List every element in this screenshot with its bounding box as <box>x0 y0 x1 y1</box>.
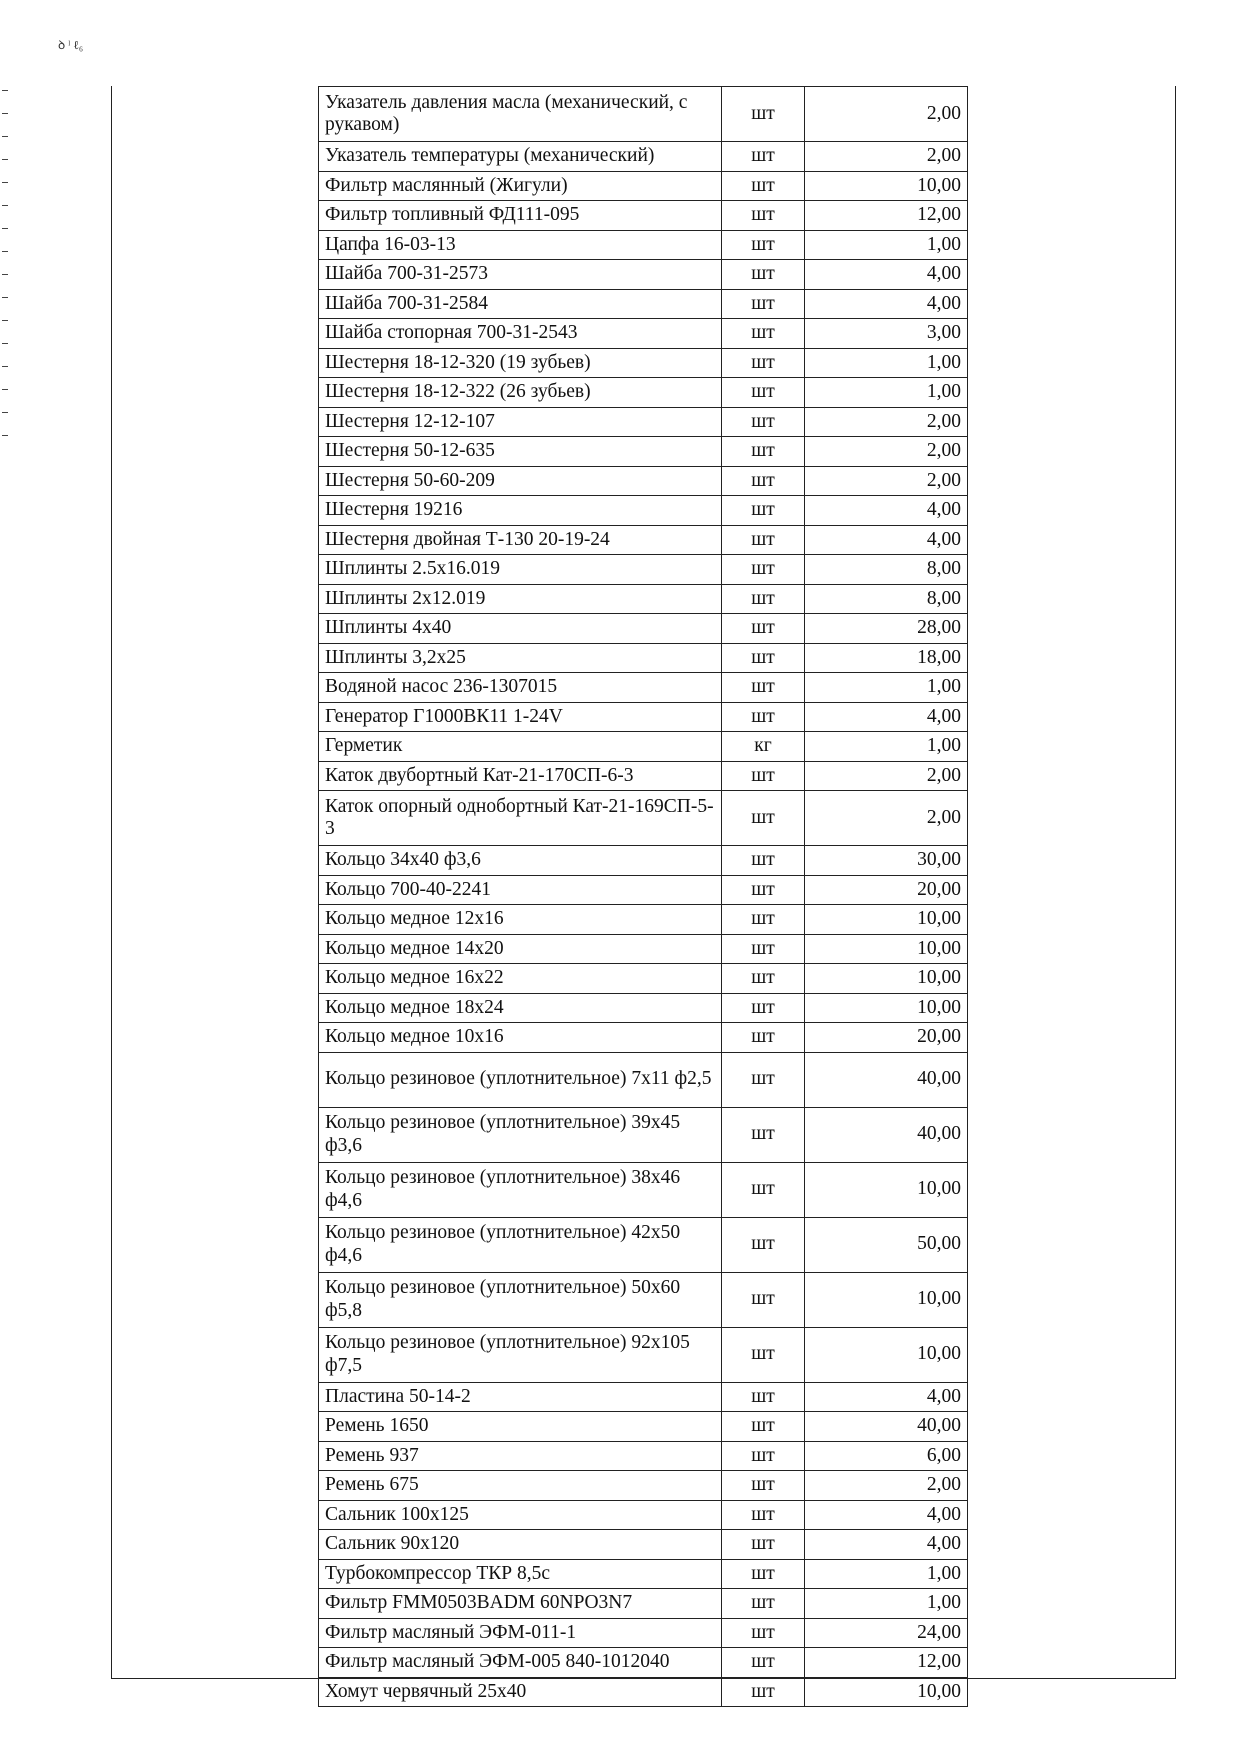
unit-cell: шт <box>722 584 805 614</box>
unit-cell: шт <box>722 964 805 994</box>
unit-cell: шт <box>722 1217 805 1272</box>
table-row <box>319 614 968 644</box>
table-row <box>319 1327 968 1382</box>
item-name-cell: Цапфа 16-03-13 <box>319 230 722 260</box>
quantity-cell: 40,00 <box>805 1052 968 1107</box>
unit-cell: шт <box>722 702 805 732</box>
quantity-cell: 1,00 <box>805 1589 968 1619</box>
table-row <box>319 1382 968 1412</box>
unit-cell: шт <box>722 614 805 644</box>
unit-cell: шт <box>722 171 805 201</box>
unit-cell: шт <box>722 1471 805 1501</box>
table-row <box>319 964 968 994</box>
quantity-cell: 1,00 <box>805 673 968 703</box>
item-name-cell: Шестерня 18-12-322 (26 зубьев) <box>319 378 722 408</box>
item-name-cell: Шестерня 12-12-107 <box>319 407 722 437</box>
table-row <box>319 496 968 526</box>
item-name-cell: Кольцо медное 16х22 <box>319 964 722 994</box>
unit-cell: шт <box>722 260 805 290</box>
quantity-cell: 10,00 <box>805 964 968 994</box>
quantity-cell: 24,00 <box>805 1618 968 1648</box>
quantity-cell: 10,00 <box>805 171 968 201</box>
table-row <box>319 171 968 201</box>
item-name-cell: Фильтр FMM0503BADM 60NPO3N7 <box>319 1589 722 1619</box>
quantity-cell: 2,00 <box>805 142 968 172</box>
table-row <box>319 1272 968 1327</box>
unit-cell: шт <box>722 1500 805 1530</box>
table-row <box>319 142 968 172</box>
table-row <box>319 1648 968 1678</box>
quantity-cell: 2,00 <box>805 1471 968 1501</box>
quantity-cell: 10,00 <box>805 1677 968 1707</box>
item-name-cell: Шестерня 50-12-635 <box>319 437 722 467</box>
quantity-cell: 4,00 <box>805 1382 968 1412</box>
unit-cell: шт <box>722 934 805 964</box>
table-row <box>319 1559 968 1589</box>
item-name-cell: Сальник 100х125 <box>319 1500 722 1530</box>
quantity-cell: 6,00 <box>805 1441 968 1471</box>
table-row <box>319 1618 968 1648</box>
unit-cell: шт <box>722 407 805 437</box>
quantity-cell: 28,00 <box>805 614 968 644</box>
table-row <box>319 289 968 319</box>
quantity-cell: 30,00 <box>805 846 968 876</box>
quantity-cell: 4,00 <box>805 702 968 732</box>
unit-cell: шт <box>722 496 805 526</box>
table-row <box>319 260 968 290</box>
table-row <box>319 1441 968 1471</box>
quantity-cell: 4,00 <box>805 525 968 555</box>
unit-cell: шт <box>722 1327 805 1382</box>
unit-cell: шт <box>722 87 805 142</box>
quantity-cell: 1,00 <box>805 732 968 762</box>
quantity-cell: 40,00 <box>805 1107 968 1162</box>
item-name-cell: Шайба 700-31-2573 <box>319 260 722 290</box>
table-row <box>319 875 968 905</box>
item-name-cell: Кольцо резиновое (уплотнительное) 38х46 ф4,6 <box>319 1162 722 1217</box>
page-mark: ꝺ ˡ ℓ₆ <box>58 38 84 52</box>
unit-cell: шт <box>722 437 805 467</box>
table-row <box>319 437 968 467</box>
table-row <box>319 1107 968 1162</box>
unit-cell: шт <box>722 905 805 935</box>
item-name-cell: Ремень 1650 <box>319 1412 722 1442</box>
quantity-cell: 4,00 <box>805 496 968 526</box>
unit-cell: шт <box>722 1382 805 1412</box>
quantity-cell: 4,00 <box>805 1530 968 1560</box>
table-row <box>319 1052 968 1107</box>
item-name-cell: Кольцо медное 14х20 <box>319 934 722 964</box>
quantity-cell: 3,00 <box>805 319 968 349</box>
item-name-cell: Генератор Г1000ВК11 1-24V <box>319 702 722 732</box>
quantity-cell: 1,00 <box>805 230 968 260</box>
table-row <box>319 1471 968 1501</box>
frame-left-border <box>111 86 112 1678</box>
unit-cell: шт <box>722 319 805 349</box>
unit-cell: шт <box>722 1648 805 1678</box>
table-row <box>319 555 968 585</box>
item-name-cell: Водяной насос 236-1307015 <box>319 673 722 703</box>
table-row <box>319 348 968 378</box>
table-row <box>319 732 968 762</box>
quantity-cell: 18,00 <box>805 643 968 673</box>
item-name-cell: Указатель температуры (механический) <box>319 142 722 172</box>
item-name-cell: Фильтр масляный ЭФМ-011-1 <box>319 1618 722 1648</box>
table-row <box>319 761 968 791</box>
item-name-cell: Каток двубортный Кат-21-170СП-6-3 <box>319 761 722 791</box>
quantity-cell: 40,00 <box>805 1412 968 1442</box>
unit-cell: шт <box>722 875 805 905</box>
item-name-cell: Ремень 937 <box>319 1441 722 1471</box>
frame-right-border <box>1175 86 1176 1678</box>
table-row <box>319 1217 968 1272</box>
table-row <box>319 1412 968 1442</box>
unit-cell: шт <box>722 378 805 408</box>
quantity-cell: 10,00 <box>805 1327 968 1382</box>
unit-cell: шт <box>722 1162 805 1217</box>
item-name-cell: Фильтр маслянный (Жигули) <box>319 171 722 201</box>
scan-edge-marks <box>2 90 12 490</box>
unit-cell: шт <box>722 230 805 260</box>
unit-cell: шт <box>722 142 805 172</box>
quantity-cell: 12,00 <box>805 201 968 231</box>
table-row <box>319 905 968 935</box>
table-row <box>319 584 968 614</box>
table-row <box>319 407 968 437</box>
unit-cell: шт <box>722 761 805 791</box>
quantity-cell: 8,00 <box>805 555 968 585</box>
unit-cell: шт <box>722 643 805 673</box>
table-row <box>319 466 968 496</box>
quantity-cell: 20,00 <box>805 1023 968 1053</box>
item-name-cell: Шайба 700-31-2584 <box>319 289 722 319</box>
item-name-cell: Сальник 90х120 <box>319 1530 722 1560</box>
item-name-cell: Кольцо медное 12х16 <box>319 905 722 935</box>
quantity-cell: 10,00 <box>805 905 968 935</box>
table-row <box>319 378 968 408</box>
unit-cell: шт <box>722 993 805 1023</box>
table-row <box>319 319 968 349</box>
table-row <box>319 846 968 876</box>
table-row <box>319 791 968 846</box>
quantity-cell: 8,00 <box>805 584 968 614</box>
quantity-cell: 4,00 <box>805 260 968 290</box>
quantity-cell: 10,00 <box>805 1162 968 1217</box>
quantity-cell: 1,00 <box>805 348 968 378</box>
item-name-cell: Шестерня 50-60-209 <box>319 466 722 496</box>
table-row <box>319 230 968 260</box>
item-name-cell: Кольцо резиновое (уплотнительное) 92х105 ф7,5 <box>319 1327 722 1382</box>
item-name-cell: Герметик <box>319 732 722 762</box>
quantity-cell: 2,00 <box>805 87 968 142</box>
unit-cell: кг <box>722 732 805 762</box>
quantity-cell: 2,00 <box>805 466 968 496</box>
item-name-cell: Шестерня двойная Т-130 20-19-24 <box>319 525 722 555</box>
item-name-cell: Шплинты 3,2х25 <box>319 643 722 673</box>
unit-cell: шт <box>722 846 805 876</box>
table-row <box>319 1677 968 1707</box>
table-row <box>319 1589 968 1619</box>
unit-cell: шт <box>722 1559 805 1589</box>
table-row <box>319 1500 968 1530</box>
quantity-cell: 4,00 <box>805 289 968 319</box>
table-row <box>319 525 968 555</box>
item-name-cell: Кольцо резиновое (уплотнительное) 39х45 ф3,6 <box>319 1107 722 1162</box>
item-name-cell: Шплинты 4х40 <box>319 614 722 644</box>
unit-cell: шт <box>722 1023 805 1053</box>
item-name-cell: Кольцо медное 18х24 <box>319 993 722 1023</box>
quantity-cell: 1,00 <box>805 378 968 408</box>
quantity-cell: 12,00 <box>805 1648 968 1678</box>
item-name-cell: Кольцо 34х40 ф3,6 <box>319 846 722 876</box>
table-row <box>319 1023 968 1053</box>
item-name-cell: Хомут червячный 25х40 <box>319 1677 722 1707</box>
table-row <box>319 643 968 673</box>
quantity-cell: 10,00 <box>805 1272 968 1327</box>
item-name-cell: Шплинты 2х12.019 <box>319 584 722 614</box>
item-name-cell: Ремень 675 <box>319 1471 722 1501</box>
table-row <box>319 934 968 964</box>
item-name-cell: Фильтр топливный ФД111-095 <box>319 201 722 231</box>
unit-cell: шт <box>722 1052 805 1107</box>
quantity-cell: 1,00 <box>805 1559 968 1589</box>
unit-cell: шт <box>722 1618 805 1648</box>
unit-cell: шт <box>722 1530 805 1560</box>
item-name-cell: Шплинты 2.5х16.019 <box>319 555 722 585</box>
quantity-cell: 10,00 <box>805 934 968 964</box>
item-name-cell: Пластина 50-14-2 <box>319 1382 722 1412</box>
table-row <box>319 673 968 703</box>
unit-cell: шт <box>722 1441 805 1471</box>
unit-cell: шт <box>722 1677 805 1707</box>
unit-cell: шт <box>722 201 805 231</box>
item-name-cell: Шайба стопорная 700-31-2543 <box>319 319 722 349</box>
unit-cell: шт <box>722 525 805 555</box>
unit-cell: шт <box>722 466 805 496</box>
item-name-cell: Кольцо резиновое (уплотнительное) 7х11 ф2,5 <box>319 1052 722 1107</box>
unit-cell: шт <box>722 1412 805 1442</box>
unit-cell: шт <box>722 1107 805 1162</box>
item-name-cell: Кольцо резиновое (уплотнительное) 42х50 ф4,6 <box>319 1217 722 1272</box>
table-row <box>319 87 968 142</box>
quantity-cell: 4,00 <box>805 1500 968 1530</box>
table-row <box>319 993 968 1023</box>
unit-cell: шт <box>722 1272 805 1327</box>
item-name-cell: Шестерня 19216 <box>319 496 722 526</box>
table-row <box>319 1530 968 1560</box>
unit-cell: шт <box>722 348 805 378</box>
item-name-cell: Кольцо медное 10х16 <box>319 1023 722 1053</box>
parts-table-body <box>319 87 968 1707</box>
unit-cell: шт <box>722 555 805 585</box>
quantity-cell: 2,00 <box>805 791 968 846</box>
table-row <box>319 702 968 732</box>
item-name-cell: Шестерня 18-12-320 (19 зубьев) <box>319 348 722 378</box>
quantity-cell: 2,00 <box>805 437 968 467</box>
item-name-cell: Каток опорный однобортный Кат-21-169СП-5-3 <box>319 791 722 846</box>
quantity-cell: 20,00 <box>805 875 968 905</box>
unit-cell: шт <box>722 673 805 703</box>
quantity-cell: 2,00 <box>805 407 968 437</box>
table-row <box>319 1162 968 1217</box>
unit-cell: шт <box>722 791 805 846</box>
quantity-cell: 2,00 <box>805 761 968 791</box>
quantity-cell: 50,00 <box>805 1217 968 1272</box>
item-name-cell: Указатель давления масла (механический, с рукавом) <box>319 87 722 142</box>
item-name-cell: Кольцо 700-40-2241 <box>319 875 722 905</box>
table-row <box>319 201 968 231</box>
item-name-cell: Турбокомпрессор ТКР 8,5с <box>319 1559 722 1589</box>
unit-cell: шт <box>722 1589 805 1619</box>
parts-table <box>318 86 968 1707</box>
unit-cell: шт <box>722 289 805 319</box>
item-name-cell: Фильтр масляный ЭФМ-005 840-1012040 <box>319 1648 722 1678</box>
quantity-cell: 10,00 <box>805 993 968 1023</box>
item-name-cell: Кольцо резиновое (уплотнительное) 50х60 ф5,8 <box>319 1272 722 1327</box>
